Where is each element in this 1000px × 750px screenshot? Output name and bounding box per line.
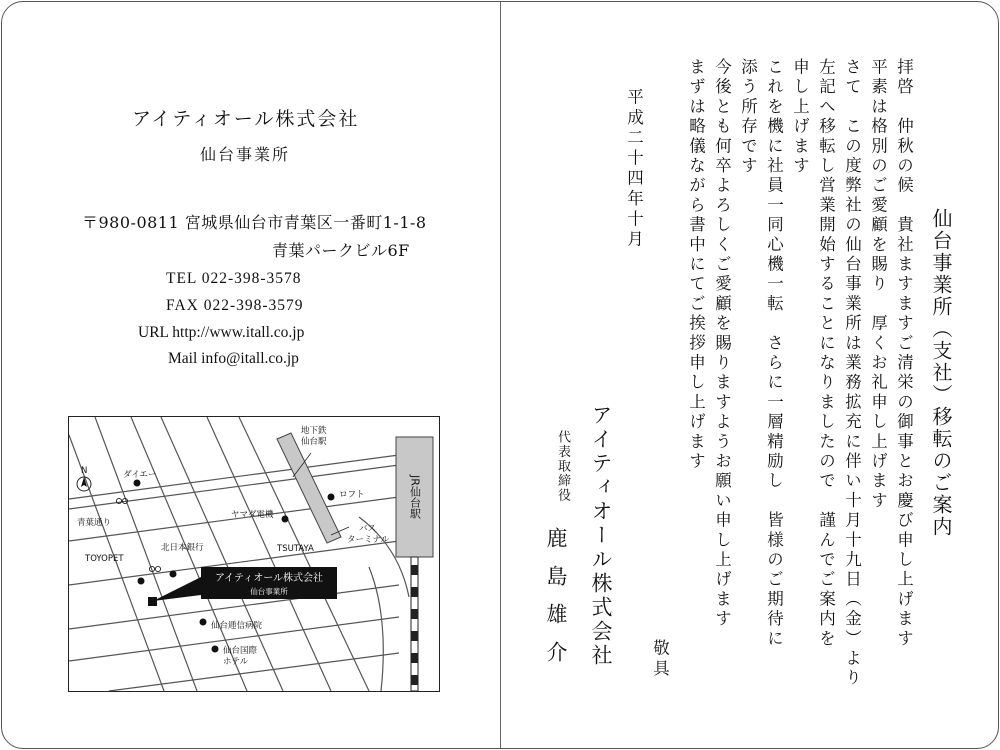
letter-date: 平成二十四年十月	[624, 88, 644, 251]
map-highlight-office: 仙台事業所	[250, 587, 288, 596]
map-label-loft: ロフト	[339, 490, 365, 500]
letter-line-9: まずは略儀ながら書中にてご挨拶申し上げます	[686, 58, 706, 472]
access-map	[68, 416, 440, 692]
map-label-hotel-2: ホテル	[223, 657, 249, 667]
closing-phrase: 敬具	[650, 639, 670, 680]
map-label-jr-station: JR仙台駅	[408, 475, 422, 519]
signature-company: アイティオール株式会社	[589, 404, 613, 668]
map-label-tsutaya: TSUTAYA	[277, 544, 314, 554]
email-address: Mail info@itall.co.jp	[168, 350, 299, 367]
announcement-card	[1, 1, 999, 749]
map-label-hospital: 仙台逓信病院	[211, 621, 263, 631]
signature-name: 鹿島雄介	[544, 527, 568, 679]
website-url: URL http://www.itall.co.jp	[138, 324, 305, 341]
map-label-bus-2: ターミナル	[347, 535, 390, 545]
map-label-kitanihon-bank: 北日本銀行	[161, 543, 204, 553]
map-label-hotel-1: 仙台国際	[223, 646, 258, 656]
letter-line-2: 平素は格別のご愛顧を賜り 厚くお礼申し上げます	[868, 58, 888, 512]
address-line-1: 〒980-0811 宮城県仙台市青葉区一番町1-1-8	[82, 213, 427, 232]
map-label-subway-1: 地下鉄	[301, 426, 327, 436]
office-name: 仙台事業所	[200, 145, 291, 164]
map-label-aoba-dori: 青葉通り	[77, 518, 112, 528]
letter-line-1: 拝啓 仲秋の候 貴社ますますご清栄の御事とお慶び申し上げます	[894, 58, 914, 649]
letter-line-8: 今後とも何卒よろしくご愛顧を賜りますようお願い申し上げます	[712, 58, 732, 630]
fold-line	[500, 2, 501, 748]
map-label-daiei: ダイエー	[123, 470, 157, 480]
company-name: アイティオール株式会社	[132, 108, 360, 130]
letter-line-3: さて この度弊社の仙台事業所は業務拡充に伴い十月十九日（金）より	[842, 58, 862, 689]
letter-line-5: 申し上げます	[790, 58, 810, 177]
address-line-2: 青葉パークビル6F	[272, 241, 410, 260]
map-label-toyopet: TOYOPET	[85, 554, 124, 564]
map-label-bus-1: バス	[359, 524, 377, 534]
letter-line-7: 添う所存です	[738, 58, 758, 177]
map-highlight-company: アイティオール株式会社	[214, 573, 324, 584]
map-north-label: N	[81, 466, 88, 476]
map-label-subway-2: 仙台駅	[301, 437, 327, 447]
signature-role: 代表取締役	[555, 430, 570, 503]
tel-number: TEL 022-398-3578	[166, 270, 302, 287]
letter-line-4: 左記へ移転し営業開始することになりましたので 謹んでご案内を	[816, 58, 836, 649]
fax-number: FAX 022-398-3579	[166, 297, 304, 314]
letter-title: 仙台事業所（支社）移転のご案内	[929, 208, 953, 538]
letter-line-6: これを機に社員一同心機一転 さらに一層精励し 皆様のご期待に	[764, 58, 784, 649]
map-label-yamada: ヤマダ電機	[231, 510, 274, 520]
